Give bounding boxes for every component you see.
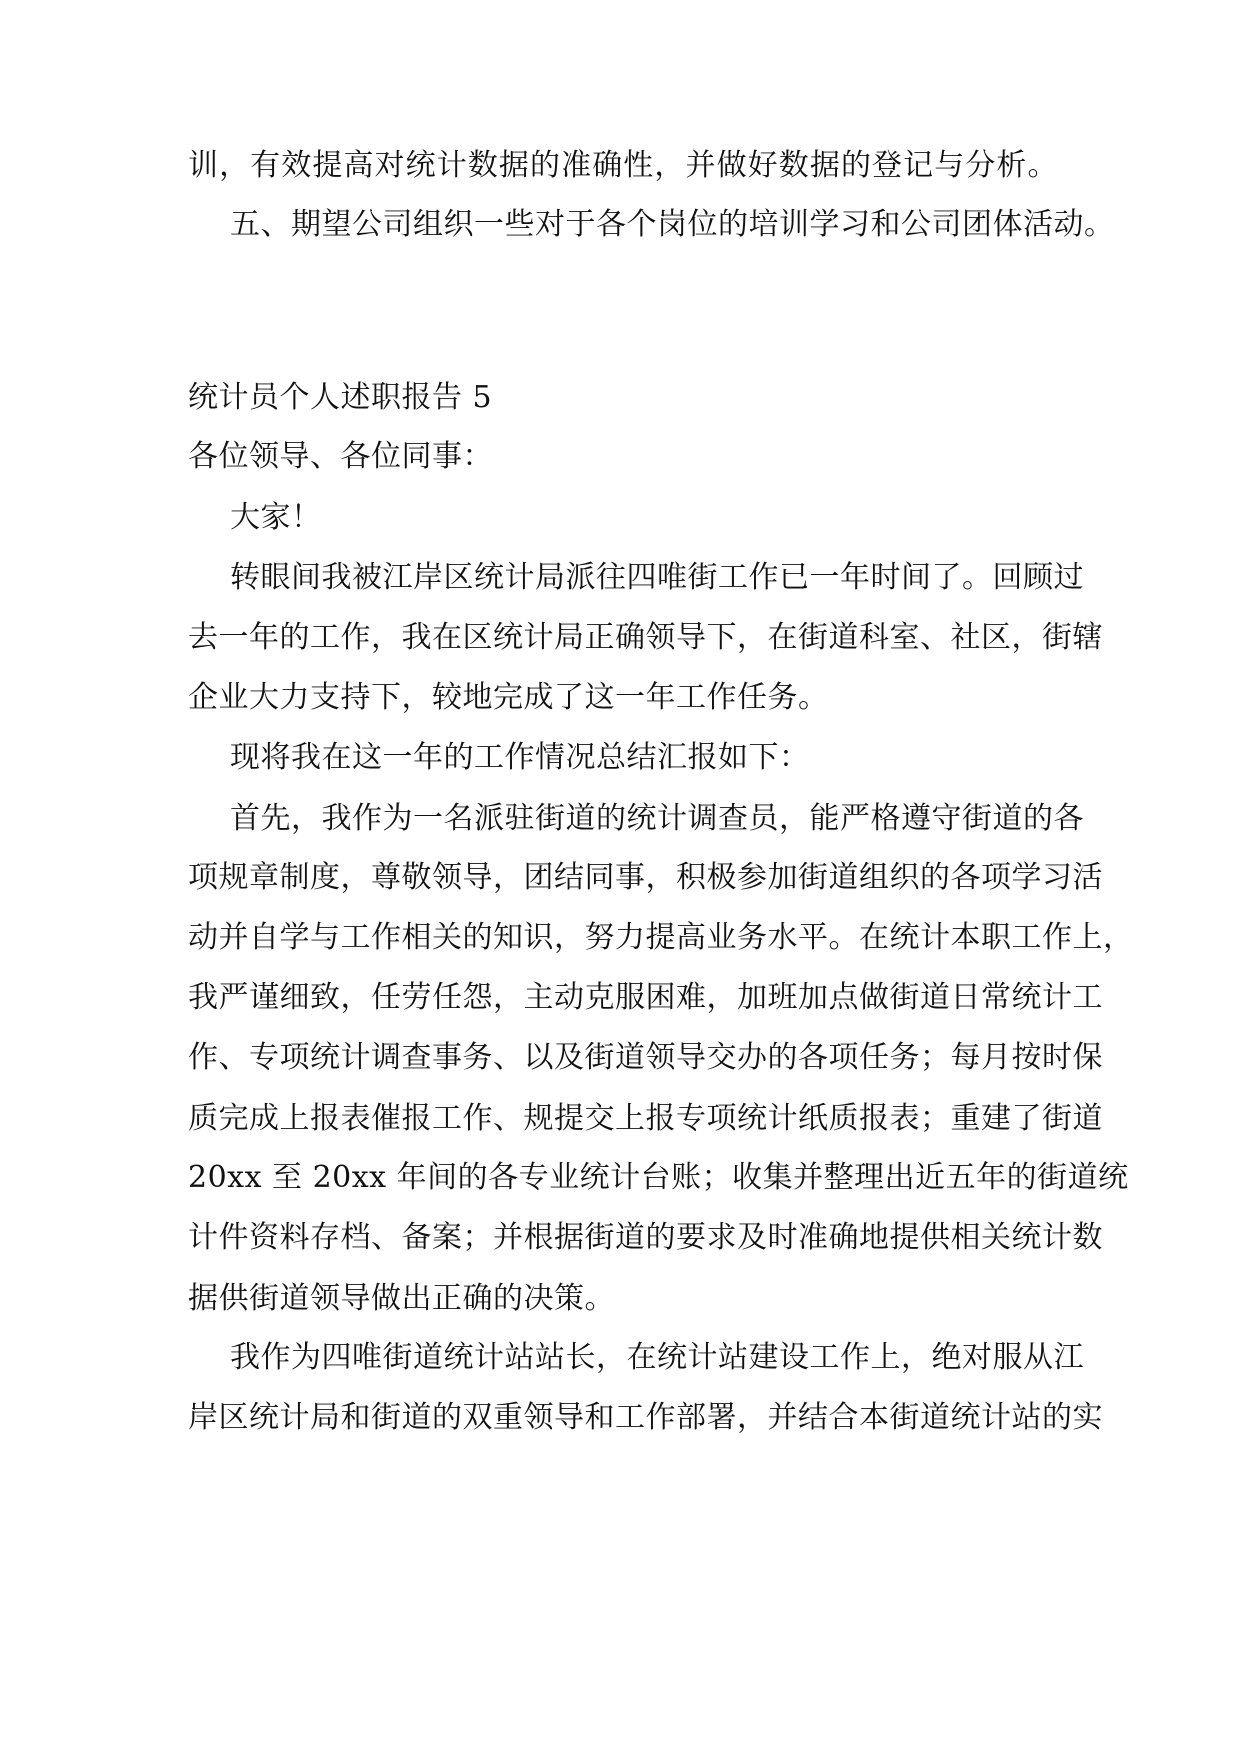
salutation: 各位领导、各位同事：	[188, 439, 493, 474]
paragraph-line: 质完成上报表催报工作、规提交上报专项统计纸质报表；重建了街道	[188, 1101, 1103, 1136]
paragraph-line: 项规章制度，尊敬领导，团结同事，积极参加街道组织的各项学习活	[188, 860, 1103, 895]
paragraph-line: 作、专项统计调查事务、以及街道领导交办的各项任务；每月按时保	[188, 1040, 1103, 1075]
paragraph-line: 据供街道领导做出正确的决策。	[188, 1281, 615, 1316]
paragraph-line: 去一年的工作，我在区统计局正确领导下，在街道科室、社区，街辖	[188, 620, 1103, 655]
paragraph-line: 现将我在这一年的工作情况总结汇报如下：	[230, 740, 810, 775]
paragraph-line: 我严谨细致，任劳任怨，主动克服困难，加班加点做街道日常统计工	[188, 980, 1103, 1015]
paragraph-line: 训，有效提高对统计数据的准确性，并做好数据的登记与分析。	[188, 148, 1058, 183]
paragraph-line: 五、期望公司组织一些对于各个岗位的培训学习和公司团体活动。	[230, 207, 1115, 242]
paragraph-line: 20xx 至 20xx 年间的各专业统计台账；收集并整理出近五年的街道统	[188, 1160, 1129, 1195]
paragraph-line: 转眼间我被江岸区统计局派往四唯街工作已一年时间了。回顾过	[230, 560, 1084, 595]
paragraph-line: 首先，我作为一名派驻街道的统计调查员，能严格遵守街道的各	[230, 801, 1084, 836]
paragraph-line: 计件资料存档、备案；并根据街道的要求及时准确地提供相关统计数	[188, 1220, 1103, 1255]
greeting: 大家！	[230, 500, 322, 535]
paragraph-line: 企业大力支持下，较地完成了这一年工作任务。	[188, 680, 829, 715]
paragraph-line: 岸区统计局和街道的双重领导和工作部署，并结合本街道统计站的实	[188, 1400, 1103, 1435]
section-title: 统计员个人述职报告 5	[188, 380, 493, 415]
paragraph-line: 动并自学与工作相关的知识，努力提高业务水平。在统计本职工作上，	[188, 920, 1134, 955]
paragraph-line: 我作为四唯街道统计站站长，在统计站建设工作上，绝对服从江	[230, 1340, 1084, 1375]
